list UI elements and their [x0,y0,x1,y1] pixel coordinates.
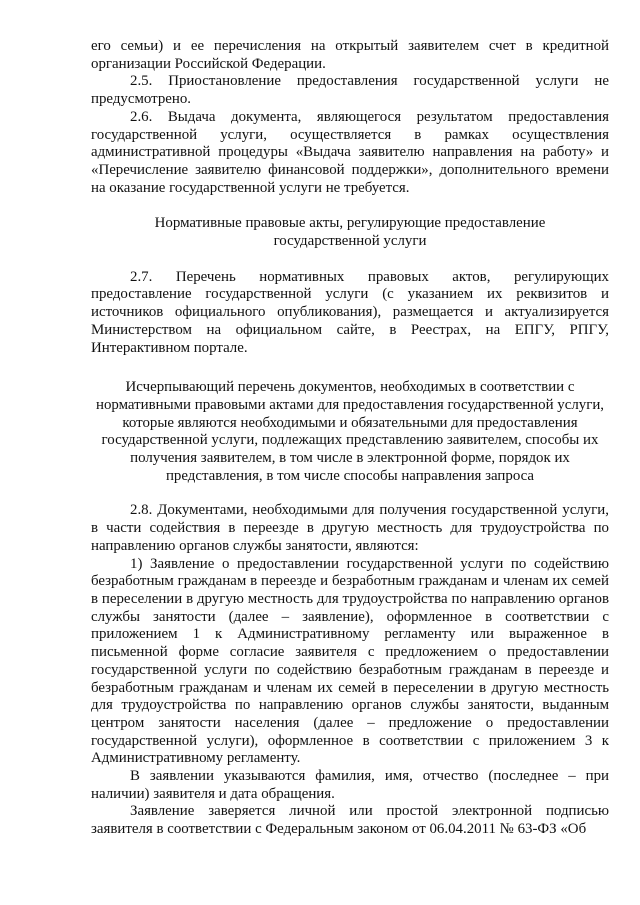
document-page [91,38,609,839]
heading-legal-acts-line-2: государственной услуги [273,233,427,250]
heading-documents-line-5: получения заявителем, в том числе в электронной форме, порядок их [130,450,570,467]
paragraph-2-7: 2.7. Перечень нормативных правовых актов, регулирующих предоставление государственной услуги (с указанием их реквизитов и источников официального опубликования), размещается и актуализируется Министерством на официальном сайте, в Реестрах, на ЕПГУ, РПГУ, Интерактивном портале. [91,268,609,356]
heading-documents-line-1: Исчерпывающий перечень документов, необходимых в соответствии с [125,379,575,396]
paragraph-application-fields: В заявлении указываются фамилия, имя, отчество (последнее – при наличии) заявителя и дата обращения. [91,768,609,802]
heading-documents-line-4: государственной услуги, подлежащих представлению заявителем, способы их [101,432,599,449]
paragraph-2-5: 2.5. Приостановление предоставления государственной услуги не предусмотрено. [91,73,609,108]
paragraph-2-6: 2.6. Выдача документа, являющегося результатом предоставления государственной услуги, осуществляется в рамках осуществления административной процедуры «Выдача заявителю направления на работу» и «Перечисление заявителю финансовой поддержки», дополнительного времени на оказание государственной услуги не требуется. [91,108,609,196]
paragraph-2-8: 2.8. Документами, необходимыми для получения государственной услуги, в части содействия в переезде в другую местность для трудоустройства по направлению органов службы занятости, являются: [91,502,609,554]
paragraph-item-1: 1) Заявление о предоставлении государственной услуги по содействию безработным гражданам в переезде и безработным гражданам и членам их семей в переселении в другую местность для трудоустройства по направлению органов службы занятости (далее – заявление), оформленное в соответствии с приложением 1 к Административному регламенту или выраженное в письменной форме согласие заявителя с предложением о предоставлении государственной услуги по содействию безработным гражданам в переезде и безработным гражданам и членам их семей в переселении в другую местность для трудоустройства по направлению органов службы занятости, выданным центром занятости населения (далее – предложение о предоставлении государственной услуги), оформленное в соответствии с приложением 3 к Административному регламенту. [91,555,609,767]
paragraph-signature: Заявление заверяется личной или простой электронной подписью заявителя в соответствии с Федеральным законом от 06.04.2011 № 63-ФЗ «Об [91,803,609,838]
heading-legal-acts-line-1: Нормативные правовые акты, регулирующие предоставление [154,215,546,232]
heading-documents-line-2: нормативными правовыми актами для предоставления государственной услуги, [95,396,605,413]
heading-documents-line-3: которые являются необходимыми и обязательными для предоставления [122,414,578,431]
section-heading-legal-acts [91,215,609,250]
heading-documents-line-6: представления, в том числе способы направления запроса [165,467,535,484]
section-heading-documents [91,379,609,485]
paragraph-continuation: его семьи) и ее перечисления на открытый заявителем счет в кредитной организации Российской Федерации. [91,38,609,72]
